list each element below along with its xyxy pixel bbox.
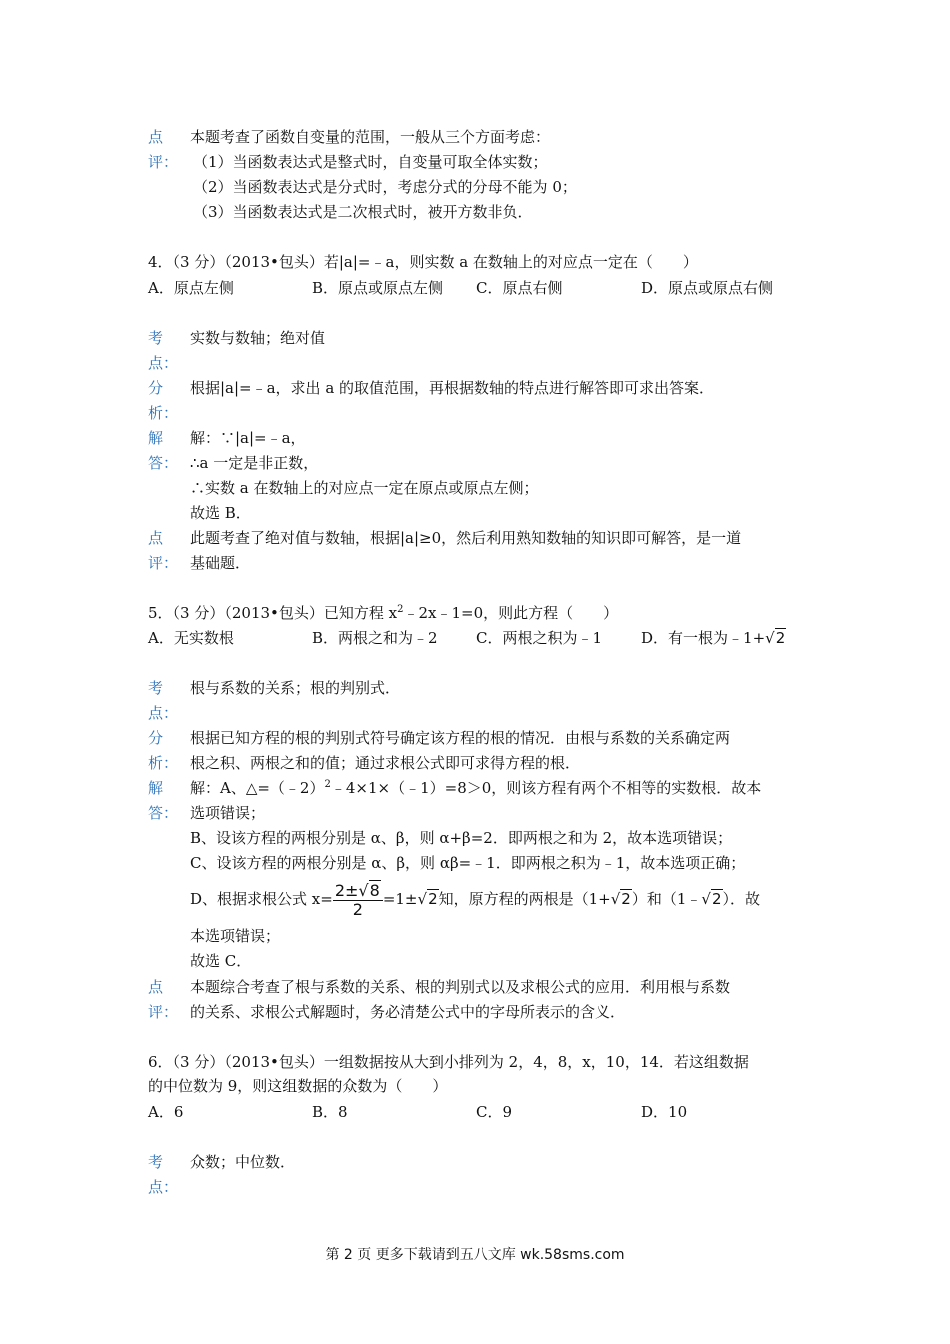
q5-stem-sup: 2 [397, 604, 404, 615]
q3-comment-line: （1）当函数表达式是整式时，自变量可取全体实数； [193, 153, 548, 171]
q5-option-a: A．无实数根 [148, 629, 234, 647]
sqrt-sign: √ [701, 890, 711, 908]
q3-comment-line: 本题考查了函数自变量的范围，一般从三个方面考虑： [190, 128, 551, 146]
q4-kaodian-label-2: 点： [148, 354, 179, 372]
fraction-numerator [333, 882, 383, 901]
q6-kaodian-label-1: 考 [148, 1153, 164, 1171]
sqrt-2 [418, 880, 439, 918]
q5-kaodian: 根与系数的关系；根的判别式． [190, 679, 401, 697]
q5-dianping-line: 本题综合考查了根与系数的关系、根的判别式以及求根公式的应用．利用根与系数 [190, 978, 731, 996]
sqrt-sign: √ [765, 629, 775, 647]
q6-option-b: B．8 [312, 1103, 348, 1121]
q6-option-d: D．10 [641, 1103, 688, 1121]
q4-jieda-label-2: 答： [148, 454, 179, 472]
q6-kaodian-label-2: 点： [148, 1178, 179, 1196]
q3-comment-line: （2）当函数表达式是分式时，考虑分式的分母不能为 0； [193, 178, 577, 196]
q4-jieda-line: 解：∵|a|=﹣a， [190, 429, 306, 447]
fraction-sqrt-radicand: 8 [369, 880, 380, 900]
q5-jieda-end: 故选 C． [190, 952, 252, 970]
q4-dianping-line: 基础题． [190, 554, 251, 572]
q4-kaodian: 实数与数轴；绝对值 [190, 329, 326, 347]
q4-dianping-label-1: 点 [148, 529, 164, 547]
q5-kaodian-label-2: 点： [148, 704, 179, 722]
q5-jieda-b: B、设该方程的两根分别是 α、β，则 α+β=2．即两根之和为 2，故本选项错误； [190, 829, 733, 847]
sqrt-2 [765, 628, 786, 648]
q5-jieda-d [190, 880, 760, 919]
sqrt-2 [611, 880, 632, 918]
q4-jieda-line: 故选 B． [190, 504, 251, 522]
sqrt-sign: √ [417, 890, 428, 908]
q5-jieda-label-1: 解 [148, 779, 164, 797]
q6-stem-line: 6．（3 分）（2013•包头）一组数据按从大到小排列为 2，4，8，x，10，14．若这组数据 [148, 1053, 749, 1071]
q5-option-d-text: D．有一根为﹣1+ [641, 629, 766, 647]
q5-option-d [641, 628, 786, 648]
q5-jieda-d6: 本选项错误； [190, 927, 281, 945]
q6-option-a: A．6 [148, 1103, 184, 1121]
q5-jieda-d3: 知，原方程的两根是（1+ [438, 890, 611, 908]
q6-option-c: C．9 [476, 1103, 513, 1121]
q4-stem: 4．（3 分）（2013•包头）若|a|=﹣a，则实数 a 在数轴上的对应点一定在（ ） [148, 253, 698, 271]
q4-jieda-line: ∴实数 a 在数轴上的对应点一定在原点或原点左侧； [190, 479, 539, 497]
q5-fenxi-label-1: 分 [148, 729, 164, 747]
q4-dianping-line: 此题考查了绝对值与数轴，根据|a|≥0，然后利用熟知数轴的知识即可解答，是一道 [190, 529, 742, 547]
sqrt-radicand: 2 [621, 890, 631, 908]
q5-stem-b: ﹣2x﹣1=0，则此方程（ ） [403, 604, 619, 622]
q5-jieda-a3: 选项错误； [190, 804, 266, 822]
fraction-denominator: 2 [352, 899, 363, 919]
q5-jieda-d5: ）．故 [722, 890, 761, 908]
page-footer: 第 2 页 更多下载请到五八文库 wk.58sms.com [325, 1247, 625, 1263]
q5-option-b: B．两根之和为﹣2 [312, 629, 438, 647]
q4-kaodian-label-1: 考 [148, 329, 164, 347]
q4-option-b: B．原点或原点左侧 [312, 279, 444, 297]
sqrt-sign: √ [610, 890, 621, 908]
q5-jieda-a2: ﹣4×1×（﹣1）=8＞0，则该方程有两个不相等的实数根．故本 [330, 779, 762, 797]
q4-jieda-line: ∴a 一定是非正数， [190, 454, 319, 472]
root-formula-fraction [333, 882, 383, 919]
sqrt-radicand: 2 [711, 890, 722, 908]
fraction-sqrt-sign: √ [358, 880, 369, 900]
q3-comment-label-1: 点 [148, 128, 164, 146]
fraction-numerator-text: 2± [334, 880, 359, 900]
q5-jieda-label-2: 答： [148, 804, 179, 822]
sqrt-radicand: 2 [428, 890, 438, 908]
q5-jieda-a-sup: 2 [324, 779, 331, 790]
q5-jieda-a1: 解：A、△=（﹣2） [190, 779, 325, 797]
q4-option-c: C．原点右侧 [476, 279, 563, 297]
q5-fenxi-line: 根据已知方程的根的判别式符号确定该方程的根的情况．由根与系数的关系确定两 [190, 729, 731, 747]
q3-comment-line: （3）当函数表达式是二次根式时，被开方数非负． [193, 203, 533, 221]
q5-jieda-c: C、设该方程的两根分别是 α、β，则 αβ=﹣1．即两根之积为﹣1，故本选项正确； [190, 854, 746, 872]
q5-stem [148, 603, 618, 626]
q4-jieda-label-1: 解 [148, 429, 164, 447]
q4-option-d: D．原点或原点右侧 [641, 279, 774, 297]
q5-option-c: C．两根之积为﹣1 [476, 629, 603, 647]
q4-option-a: A．原点左侧 [148, 279, 234, 297]
q5-dianping-label-1: 点 [148, 978, 164, 996]
q4-fenxi: 根据|a|=﹣a，求出 a 的取值范围，再根据数轴的特点进行解答即可求出答案． [190, 379, 715, 397]
q5-jieda-a [190, 778, 761, 801]
q5-jieda-d1: D、根据求根公式 x= [190, 890, 333, 908]
q4-fenxi-label-2: 析： [148, 404, 179, 422]
q5-jieda-d2: =1± [382, 890, 418, 908]
sqrt-2 [701, 880, 722, 918]
q6-kaodian: 众数；中位数． [190, 1153, 296, 1171]
q5-dianping-label-2: 评： [148, 1003, 179, 1021]
sqrt-radicand: 2 [775, 629, 786, 647]
q4-dianping-label-2: 评： [148, 554, 179, 572]
q3-comment-label-2: 评： [148, 153, 179, 171]
q5-fenxi-label-2: 析： [148, 754, 179, 772]
q5-kaodian-label-1: 考 [148, 679, 164, 697]
q5-fenxi-line: 根之积、两根之和的值；通过求根公式即可求得方程的根． [190, 754, 581, 772]
q4-fenxi-label-1: 分 [148, 379, 164, 397]
q5-jieda-d4: ）和（1﹣ [631, 890, 702, 908]
q5-dianping-line: 的关系、求根公式解题时，务必清楚公式中的字母所表示的含义． [190, 1003, 626, 1021]
q6-stem-line: 的中位数为 9，则这组数据的众数为（ ） [148, 1077, 448, 1095]
q5-stem-a: 5．（3 分）（2013•包头）已知方程 x [148, 604, 398, 622]
